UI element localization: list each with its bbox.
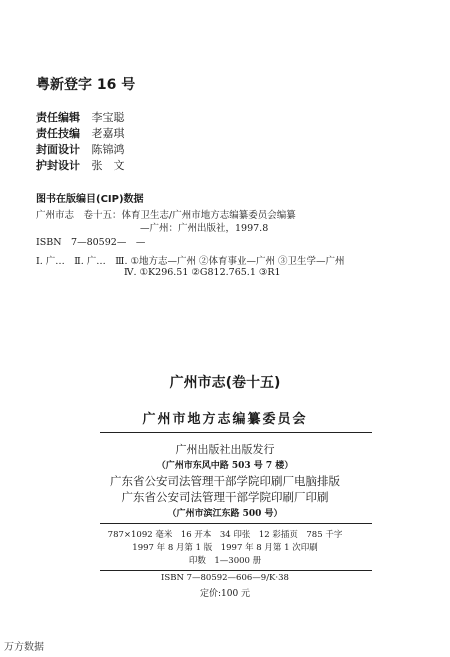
credit-name: 张 文: [91, 159, 125, 172]
credit-name: 陈锦鸿: [91, 143, 125, 156]
credit-name: 李宝聪: [91, 111, 125, 124]
typesetter-line: 广东省公安司法管理干部学院印刷厂电脑排版: [110, 474, 340, 488]
cip-line-1: 广州市志 卷十五：体育卫生志/广州市地方志编纂委员会编纂: [36, 210, 296, 221]
credit-row: [36, 125, 125, 141]
publisher-address: （广州市东风中路 503 号 7 楼）: [156, 461, 294, 471]
price: 定价:100 元: [199, 589, 251, 599]
editor-name: 广州市地方志编纂委员会: [142, 412, 308, 427]
divider-line: [100, 570, 372, 571]
edition-info: 1997 年 8 月第 1 版 1997 年 8 月第 1 次印刷: [132, 543, 318, 553]
format-specs: 787×1092 毫米 16 开本 34 印张 12 彩插页 785 千字: [107, 530, 343, 540]
isbn-number: ISBN 7—80592—606—9/K·38: [161, 573, 289, 583]
publisher-line: 广州出版社出版发行: [175, 443, 275, 456]
credit-role: 护封设计: [36, 159, 80, 172]
printer-line: 广东省公安司法管理干部学院印刷厂印刷: [121, 490, 329, 504]
credit-name: 老嘉琪: [91, 127, 125, 140]
credit-role: 封面设计: [36, 143, 80, 156]
credit-role: 责任技编: [36, 127, 80, 140]
cip-heading: 图书在版编目(CIP)数据: [36, 194, 144, 205]
credit-row: [36, 109, 125, 125]
cip-classification-2: Ⅳ. ①K296.51 ②G812.765.1 ③R1: [124, 267, 281, 278]
credit-row: [36, 141, 125, 157]
cip-isbn: ISBN 7—80592— —: [36, 237, 146, 248]
cip-classification-1: Ⅰ. 广… Ⅱ. 广… Ⅲ. ①地方志—广州 ②体育事业—广州 ③卫生学—广州: [36, 256, 345, 267]
divider-line: [100, 523, 372, 524]
credit-row: [36, 157, 125, 173]
watermark-text: 万方数据: [4, 642, 44, 653]
print-run: 印数 1—3000 册: [188, 556, 262, 566]
book-title: 广州市志(卷十五): [169, 375, 281, 391]
cip-line-2: —广州：广州出版社，1997.8: [140, 223, 269, 234]
printer-address: （广州市滨江东路 500 号）: [167, 509, 283, 519]
registration-number: 粤新登字 16 号: [36, 77, 136, 93]
divider-line: [100, 432, 372, 433]
credit-role: 责任编辑: [36, 111, 80, 124]
